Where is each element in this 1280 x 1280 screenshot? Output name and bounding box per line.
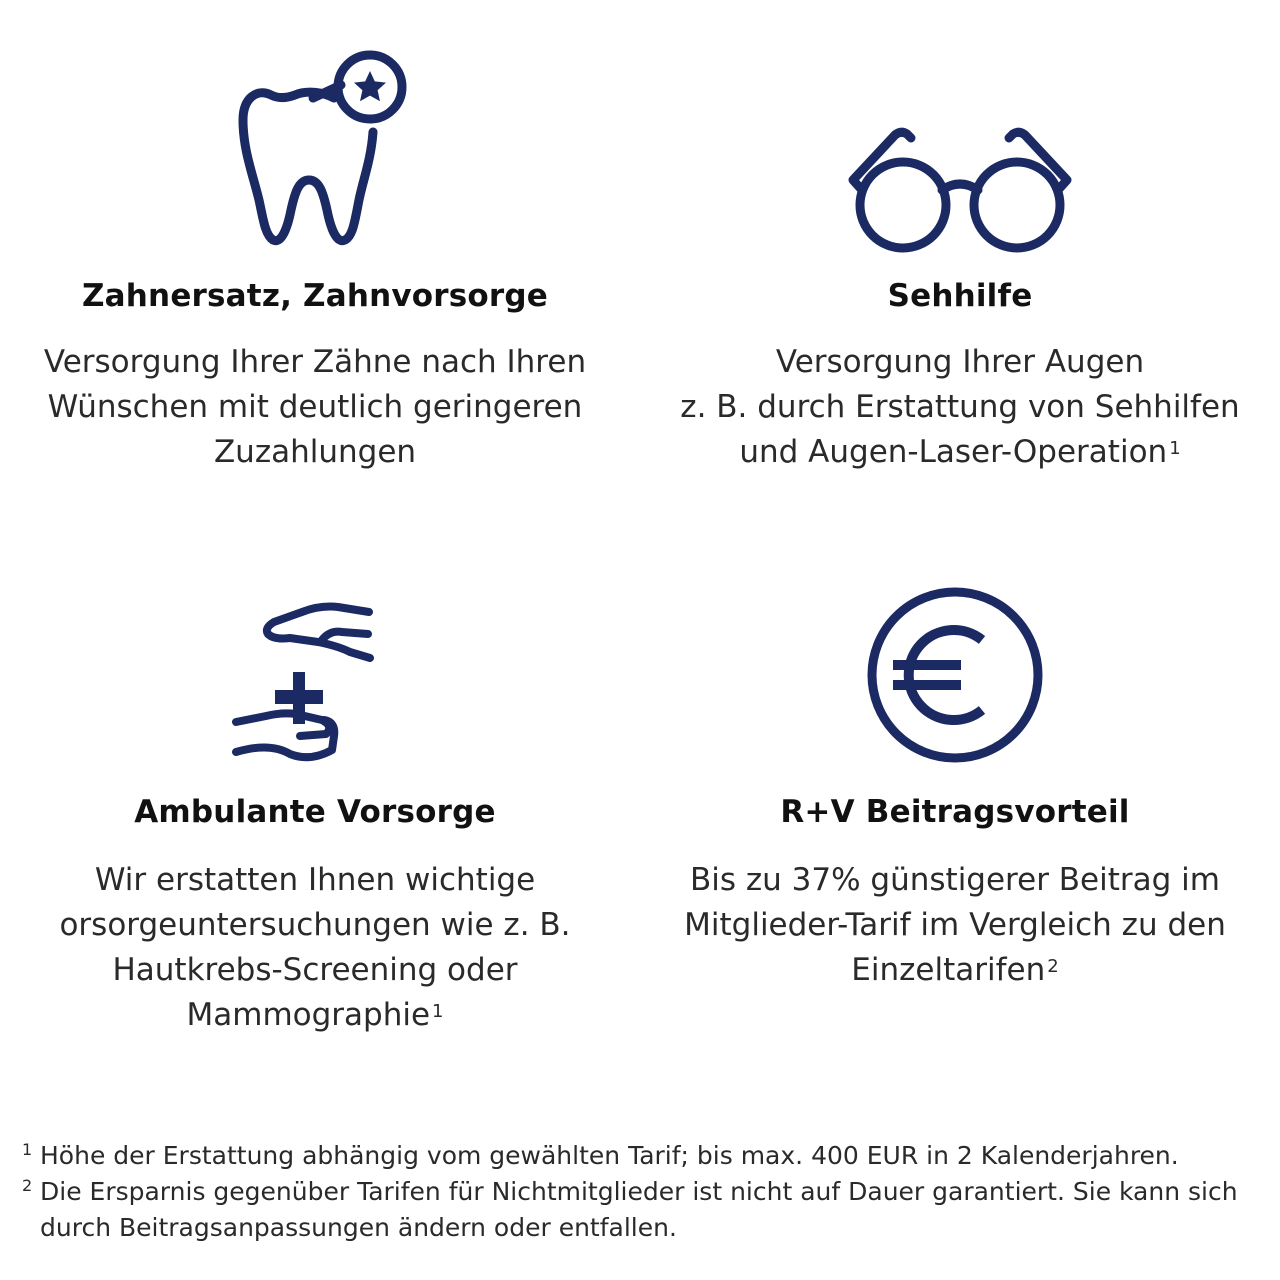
feature-card-beitragsvorteil [670,560,1240,1060]
footnote-ref: 2 [1047,956,1059,977]
feature-title: R+V Beitragsvorteil [780,794,1130,830]
footnote-ref: 1 [1169,438,1181,459]
footnote-text: Höhe der Erstattung abhängig vom gewählten Tarif; bis max. 400 EUR in 2 Kalenderjahren. [40,1141,1179,1170]
hands-plus-icon [230,602,390,772]
feature-title: Ambulante Vorsorge [134,794,496,830]
footnote-item [22,1138,1242,1174]
feature-description: Bis zu 37% günstigerer Beitrag im Mitglieder-Tarif im Vergleich zu den Einzeltarifen $^2$ [684,862,1226,988]
feature-description: Versorgung Ihrer Augen z. B. durch Erstattung von Sehhilfen und Augen-Laser-Operation $^1$ [680,344,1240,470]
feature-card-zahnersatz [20,0,610,500]
footnote-marker: 1 [22,1140,33,1159]
feature-card-sehhilfe [670,0,1250,500]
footnote-marker: 2 [22,1176,33,1195]
feature-title: Sehhilfe [887,278,1033,314]
feature-title: Zahnersatz, Zahnvorsorge [81,278,549,314]
footnote-text: Die Ersparnis gegenüber Tarifen für Nichtmitglieder ist nicht auf Dauer garantiert. Sie kann sich durch Beitragsanpassungen ändern oder entfallen. [40,1177,1238,1242]
feature-card-ambulante-vorsorge [20,560,610,1060]
tooth-star-icon [235,50,415,250]
footnotes [22,1138,1242,1246]
euro-coin-icon [865,585,1045,765]
glasses-icon [845,120,1075,255]
feature-description: Versorgung Ihrer Zähne nach Ihren Wünschen mit deutlich geringeren Zuzahlungen [43,344,587,470]
footnote-ref: 1 [432,1001,444,1022]
footnote-item [22,1174,1242,1246]
feature-description: Wir erstatten Ihnen wichtige orsorgeuntersuchungen wie z. B. Hautkrebs-Screening oder Mammographie $^1$ [59,862,571,1033]
